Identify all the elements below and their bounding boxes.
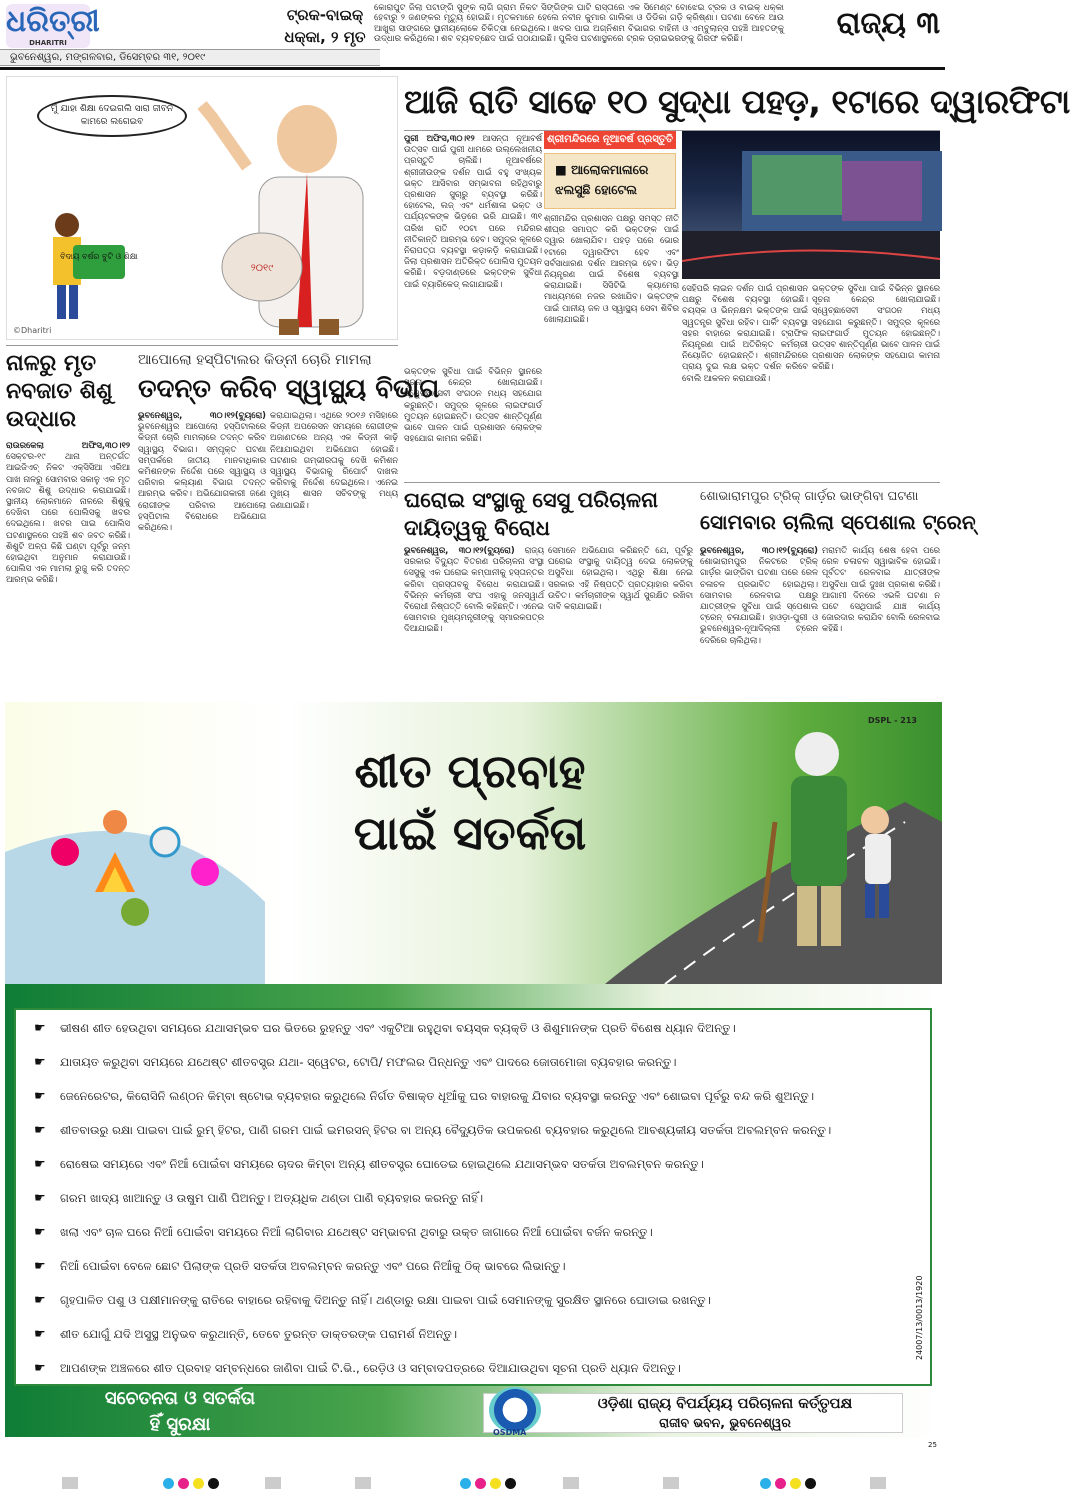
osdma-logo-text: OSDMA	[493, 1428, 527, 1437]
ad-tip: ☛ ଭୀଷଣ ଶୀତ ହେଉଥିବା ସମୟରେ ଯଥାସମ୍ଭବ ଘର ଭିତରେ ରୁହନ୍ତୁ ଏବଂ ଏକୁଟିଆ ରହୁଥିବା ବୟସ୍କ ବ୍ୟକ୍ତି ଓ ଶିଶୁମାନଙ୍କ ପ୍ରତି ବିଶେଷ ଧ୍ୟାନ ଦିଅନ୍ତୁ।	[34, 1021, 736, 1036]
lead-sidebar-text: ■ ଆଲୋକମାଳାରେ ଝଲସୁଛି ହୋଟେଲ	[555, 162, 649, 197]
apollo-col1	[138, 410, 266, 696]
page-number: 25	[928, 1441, 937, 1449]
reg-dot-yellow	[790, 1478, 801, 1489]
ad-tip: ☛ ଶୀତବାଉରୁ ରକ୍ଷା ପାଇବା ପାଇଁ ରୁମ୍ ହିଟର, ପାଣି ଗରମ ପାଇଁ ଇମରସନ୍ ହିଟର ବା ଅନ୍ୟ ବୈଦ୍ୟୁତିକ ଉପକରଣ ବ୍ୟବହାର କରୁଥିଲେ ଆବଶ୍ୟକୀୟ ସତର୍କତା ଅବଲମ୍ବନ କରନ୍ତୁ।	[34, 1123, 832, 1138]
dharitri-logo[interactable]	[6, 4, 100, 48]
apollo-headline[interactable]: ତଦନ୍ତ କରିବ ସ୍ୱାସ୍ଥ୍ୟ ବିଭାଗ	[138, 374, 440, 404]
rule-2	[404, 482, 940, 483]
hand-pointer-icon: ☛	[34, 1157, 46, 1172]
reg-square	[62, 1477, 78, 1489]
lead-sidebar-box	[544, 153, 676, 209]
ad-slogan	[40, 1386, 320, 1438]
nalaru-body-text: ସେକ୍ଟର-୧୯ ଥାନା ଅନ୍ତର୍ଗତ ଆଇଜିଏଚ୍ ନିକଟ ଏକ୍ସିସିଆ ଏରିଆ ପାଖ ନାଳରୁ ସୋମବାର ସକାଳୁ ଏକ ମୃତ ନବଜାତ ଶିଶୁ ଉଦ୍ଧାର କରାଯାଇଛି। ସ୍ଥାନୀୟ ଲୋକମାନେ ନାଳରେ ଶିଶୁକୁ ଦେଖିବା ପରେ ପୋଲିସକୁ ଖବର ଦେଇଥିଲେ। ଖବର ପାଇ ପୋଲିସ ଘଟଣାସ୍ଥଳରେ ପହଞ୍ଚି ଶବ ଜବତ କରିଛି। ଶିଶୁଟି ଅଳ୍ପ କିଛି ଘଣ୍ଟା ପୂର୍ବରୁ ଜନ୍ମ ହୋଇଥିବା ଅନୁମାନ କରାଯାଉଛି। ପୋଲିସ ଏକ ମାମଲା ରୁଜୁ କରି ତଦନ୍ତ ଆରମ୍ଭ କରିଛି।	[6, 451, 130, 585]
ad-tip: ☛ ଶୀତ ଯୋଗୁଁ ଯଦି ଅସୁସ୍ଥ ଅନୁଭବ କରୁଥାନ୍ତି, ତେବେ ତୁରନ୍ତ ଡାକ୍ତରଙ୍କ ପରାମର୍ଶ ନିଅନ୍ତୁ।	[34, 1327, 458, 1342]
lead-col2: ଶ୍ରୀମନ୍ଦିର ପ୍ରଶାସନ ପକ୍ଷରୁ ସମସ୍ତ ନୀତି ଶୀଘ୍ର ସମାପ୍ତ କରି ଭକ୍ତଙ୍କ ପାଇଁ ଦ୍ୱାର ଖୋଲାଯିବ। ପହଡ଼ ପରେ ଭୋର ୧ଟାରେ ଦ୍ୱାରଫିଟା ହେବ ଏବଂ ସର୍ବସାଧାରଣ ଦର୍ଶନ ଆରମ୍ଭ ହେବ। ଭିଡ଼ ନିୟନ୍ତ୍ରଣ ପାଇଁ ବିଶେଷ ବ୍ୟବସ୍ଥା କରାଯାଇଛି। ସିସିଟିଭି କ୍ୟାମେରା ମାଧ୍ୟମରେ ନଜର ରଖାଯିବ। ଭକ୍ତଙ୍କ ପାଇଁ ପାନୀୟ ଜଳ ଓ ସ୍ୱାସ୍ଥ୍ୟ ସେବା ଶିବିର ଖୋଲାଯାଇଛି।	[544, 213, 679, 324]
ghoroi-col1-text: ରାଜ୍ୟ ସରକାର ବିଦ୍ୟୁତ ବିତରଣ ପରିଚାଳନା ସଂସ୍ଥା ସେସୁକୁ ଏକ ଘରୋଇ କମ୍ପାନୀକୁ ହସ୍ତାନ୍ତର କରିବା ପ୍ରସ୍ତାବକୁ ବିରୋଧ କରାଯାଇଛି। ବିଭିନ୍ନ କର୍ମଚାରୀ ସଂଘ ଏହାକୁ ଜନସ୍ୱାର୍ଥ ବିରୋଧୀ ନିଷ୍ପତ୍ତି ବୋଲି କହିଛନ୍ତି। ଏନେଇ ସୋମବାର ମୁଖ୍ୟମନ୍ତ୍ରୀଙ୍କୁ ସ୍ମାରକପତ୍ର ଦିଆଯାଇଛି।	[404, 545, 544, 634]
reg-dot-black	[208, 1478, 219, 1489]
ad-title-line1: ଶୀତ ପ୍ରବାହ	[354, 744, 586, 798]
lead-headline[interactable]: ଆଜି ରାତି ସାଢେ ୧୦ ସୁଦ୍ଧା ପହଡ଼, ୧ଟାରେ ଦ୍ୱାରଫିଟା	[404, 82, 1070, 121]
hand-pointer-icon: ☛	[34, 1225, 46, 1240]
reg-dot-yellow	[193, 1478, 204, 1489]
ad-tip: ☛ ଗୃହପାଳିତ ପଶୁ ଓ ପକ୍ଷୀମାନଙ୍କୁ ରାତିରେ ବାହାରେ ରହିବାକୁ ଦିଅନ୍ତୁ ନାହିଁ। ଥଣ୍ଡାରୁ ରକ୍ଷା ପାଇବା ପାଇଁ ସେମାନଙ୍କୁ ସୁରକ୍ଷିତ ସ୍ଥାନରେ ଘୋଡାଇ ରଖନ୍ତୁ।	[34, 1293, 711, 1308]
reg-dot-cyan	[460, 1478, 471, 1489]
photo-illustration	[682, 131, 940, 279]
logo-subtext: DHARITRI	[29, 39, 67, 47]
train-kicker: ଶୋଭାରାମପୁର ଟ୍ରିକ୍ ଗାର୍ଡ଼ର ଭାଙ୍ଗିବା ଘଟଣା	[700, 488, 919, 503]
cartoon-panel	[6, 76, 398, 340]
apollo-kicker: ଆପୋଲୋ ହସ୍ପିଟାଲର କିଡ୍ନୀ ଚୋରି ମାମଲା	[138, 352, 372, 368]
lead-col1-text: ଆସନ୍ତା ନୂଆବର୍ଷ ଉତ୍ସବ ପାଇଁ ପୁରୀ ଧାମରେ ଉଲ୍ଲେଖନୀୟ ପ୍ରସ୍ତୁତି ଚାଲିଛି। ନୂଆବର୍ଷରେ ଶ୍ରୀଜୀଉଙ୍କ ଦର୍ଶନ ପାଇଁ ବହୁ ସଂଖ୍ୟକ ଭକ୍ତ ଆସିବାର ସମ୍ଭାବନା ରହିଥିବାରୁ ପ୍ରଶାସନ ସୁଚାରୁ ବ୍ୟବସ୍ଥା କରିଛି। ହୋଟେଲ, ଲଜ୍ ଏବଂ ଧର୍ମଶାଳା ଭକ୍ତ ଓ ପର୍ଯ୍ୟଟକଙ୍କ ଭିଡ଼ରେ ଭରି ଯାଇଛି। ୩୧ ତାରିଖ ରାତି ୧୦ଟା ପରେ ମନ୍ଦିରର ନୀତିକାନ୍ତି ଆରମ୍ଭ ହେବ। ସମୁଦ୍ର କୂଳରେ ନିରାପତ୍ତା ବ୍ୟବସ୍ଥା କଡ଼ାକଡ଼ି କରାଯାଇଛି। ଜିଲା ପ୍ରଶାସନ ଅତିରିକ୍ତ ପୋଲିସ ମୁତୟନ କରିଛି। ବଡ଼ଦାଣ୍ଡରେ ଭକ୍ତଙ୍କ ସୁବିଧା ପାଇଁ ବ୍ୟାରିକେଡ୍ ଲଗାଯାଇଛି।	[404, 133, 542, 289]
nalaru-body	[6, 440, 130, 696]
lead-col3: ସେହିପରି ଲାଇନ ଦର୍ଶନ ପାଇଁ ପ୍ରଶାସନ ପକ୍ଷରୁ ବିଶେଷ ବ୍ୟବସ୍ଥା ହୋଇଛି। ବୟସ୍କ ଓ ଭିନ୍ନକ୍ଷମ ଭକ୍ତଙ୍କ ପାଇଁ ସ୍ୱତନ୍ତ୍ର ସୁବିଧା ରହିବ। ପାର୍କିଂ ବ୍ୟବସ୍ଥା ସହର ବାହାରେ କରାଯାଇଛି। ଟ୍ରାଫିକ ନିୟନ୍ତ୍ରଣ ପାଇଁ ଅତିରିକ୍ତ କର୍ମଚାରୀ ନିୟୋଜିତ ହୋଇଛନ୍ତି। ଶ୍ରୀମନ୍ଦିରରେ ପ୍ରାୟ ଦୁଇ ଲକ୍ଷ ଭକ୍ତ ଦର୍ଶନ କରିବେ ବୋଲି ଆକଳନ କରାଯାଉଛି।	[682, 283, 808, 383]
cartoon-speech-bubble: ମୁଁ ଯାହା ଶିକ୍ଷା ଦେଇଗଲି ସାରା ଜୀବନ କାମରେ ଲଗେଇବ	[37, 95, 187, 137]
page-dateline: ଭୁବନେଶ୍ୱର, ମଙ୍ଗଳବାର, ଡିସେମ୍ବର ୩୧, ୨୦୧୯	[0, 49, 380, 66]
reg-square	[563, 1477, 579, 1489]
top-headline[interactable]	[282, 4, 368, 48]
lead-col1	[404, 133, 542, 363]
hand-pointer-icon: ☛	[34, 1361, 46, 1376]
ad-tip: ☛ ଯାତାୟତ କରୁଥିବା ସମୟରେ ଯଥେଷ୍ଟ ଶୀତବସ୍ତ୍ର ଯଥା- ସ୍ୱେଟର, ଟୋପି/ ମଫଲର ପିନ୍ଧନ୍ତୁ ଏବଂ ପାଦରେ ଜୋତାମୋଜା ବ୍ୟବହାର କରନ୍ତୁ।	[34, 1055, 677, 1070]
ad-title	[260, 740, 680, 864]
cartoon-book-label: ବିଦାୟ ବର୍ଷର ବୁଟି ଓ ଶିକ୍ଷା	[60, 252, 138, 261]
reg-dot-yellow	[490, 1478, 501, 1489]
cartoon-credit: ©Dharitri	[13, 326, 52, 335]
train-dateline: ଭୁବନେଶ୍ୱର, ୩୦।୧୨(ବ୍ୟୁରୋ)	[700, 545, 818, 555]
nalaru-dateline: ରାଉରକେଲା ଅଫିସ,୩୦।୧୨	[6, 440, 130, 450]
reg-dot-black	[505, 1478, 516, 1489]
train-col1	[700, 545, 818, 696]
hand-pointer-icon: ☛	[34, 1089, 46, 1104]
ad-slogan-line1: ସଚେତନତା ଓ ସତର୍କତା	[104, 1388, 256, 1409]
apollo-dateline: ଭୁବନେଶ୍ୱର, ୩୦।୧୨(ବ୍ୟୁରୋ)	[138, 410, 266, 420]
logo-text: ଧରିତ୍ରୀ	[6, 4, 100, 39]
train-col2: ମରାମତି କାର୍ଯ୍ୟ ଶେଷ ହେବା ପରେ ରେଳ ଚଳାଚଳ ସ୍ୱାଭାବିକ ହୋଇଛି। ପୂର୍ବତଟ ରେଳବାଇ ଯାତ୍ରୀଙ୍କ ଅସୁବିଧା ପାଇଁ ଦୁଃଖ ପ୍ରକାଶ କରିଛି। ଆଗାମୀ ଦିନରେ ଏଭଳି ଘଟଣା ନ ଘଟେ ସେଥିପାଇଁ ଯାଞ୍ଚ କାର୍ଯ୍ୟ ଜୋରଦାର କରାଯିବ ବୋଲି ରେଳବାଇ କହିଛି।	[822, 545, 940, 634]
ad-tip: ☛ ଖଲା ଏବଂ ଚାଳ ଘରେ ନିଆଁ ପୋଇଁବା ସମୟରେ ନିଆଁ ଲାଗିବାର ଯଥେଷ୍ଟ ସମ୍ଭାବନା ଥିବାରୁ ଉକ୍ତ ଜାଗାରେ ନିଆଁ ପୋଇଁବା ବର୍ଜନ କରନ୍ତୁ।	[34, 1225, 653, 1240]
osdma-name: ଓଡ଼ିଶା ରାଜ୍ୟ ବିପର୍ଯ୍ୟୟ ପରିଚାଳନା କର୍ତ୍ତୃପକ୍ଷ	[597, 1396, 853, 1412]
ad-slogan-line2: ହିଁ ସୁରକ୍ଷା	[149, 1414, 211, 1435]
reg-dot-magenta	[475, 1478, 486, 1489]
reg-dot-magenta	[775, 1478, 786, 1489]
cartoon-bag-year: ୨୦୧୯	[250, 263, 274, 274]
ad-tip: ☛ ରୋଷେଇ ସମୟରେ ଏବଂ ନିଆଁ ପୋଇଁବା ସମୟରେ ଚାଦର କିମ୍ବା ଅନ୍ୟ ଶୀତବସ୍ତ୍ର ଘୋଡେଇ ହୋଇଥିଲେ ଯଥାସମ୍ଭବ ସତର୍କତା ଅବଲମ୍ବନ କରନ୍ତୁ।	[34, 1157, 704, 1172]
reg-dot-cyan	[760, 1478, 771, 1489]
lead-dateline: ପୁରୀ ଅଫିସ,୩୦।୧୨	[404, 133, 475, 143]
hand-pointer-icon: ☛	[34, 1327, 46, 1342]
ghoroi-col2: ସେମାନେ ଅଭିଯୋଗ କରିଛନ୍ତି ଯେ, ପୂର୍ବରୁ ଘରୋଇ ସଂସ୍ଥାକୁ ଦାୟିତ୍ୱ ଦେଇ ଲୋକଙ୍କୁ ଅସୁବିଧା ହୋଇଥିଲା। ଏଥିରୁ ଶିକ୍ଷା ନେଇ ସରକାର ଏହି ନିଷ୍ପତ୍ତି ପ୍ରତ୍ୟାହାର କରିବା ଉଚିତ। କର୍ମଚାରୀଙ୍କ ସ୍ୱାର୍ଥ ସୁରକ୍ଷିତ ରଖିବା ଦାବି କରାଯାଇଛି।	[548, 545, 693, 612]
news-photo-puri-night[interactable]	[682, 131, 940, 279]
hand-pointer-icon: ☛	[34, 1191, 46, 1206]
train-col1-text: ଶୋଭାରାମପୁର ନିକଟରେ ଟ୍ରିକ୍ ଗାର୍ଡ଼ର ଭାଙ୍ଗିବା ଘଟଣା ପରେ ରେଳ ଚଳାଚଳ ପ୍ରଭାବିତ ହୋଇଥିଲା। ସୋମବାର ରେଳବାଇ ପକ୍ଷରୁ ଯାତ୍ରୀଙ୍କ ସୁବିଧା ପାଇଁ ସ୍ପେଶାଲ ଟ୍ରେନ୍ ଚଳାଯାଇଛି। ହାଓଡ଼ା-ପୁରୀ ଓ ଭୁବନେଶ୍ୱର-ନୂଆଦିଲ୍ଲୀ ଟ୍ରେନ ଦେରିରେ ଚାଲିଥିଲା।	[700, 556, 818, 645]
reg-square	[870, 1477, 886, 1489]
reg-square	[355, 1477, 371, 1489]
section-title: ରାଜ୍ୟ ୩	[790, 6, 940, 46]
osdma-address: ରାଜୀବ ଭବନ, ଭୁବନେଶ୍ୱର	[659, 1415, 791, 1430]
reg-dot-magenta	[178, 1478, 189, 1489]
top-brief-text: କୋରାପୁଟ ଜିଲା ପଟାଙ୍ଗି ସୁଙ୍କ ଲାଗି ଗ୍ରାମ ନିକଟ ସିଙ୍ଗିଙ୍କ ଘାଟି ରାସ୍ତାରେ ଏକ ସିମେଣ୍ଟ ବୋଝେଇ ଟ୍ରକ ଓ ବାଇକ୍ ଧକ୍କା ହେବାରୁ ୨ ଜଣଙ୍କର ମୃତ୍ୟୁ ହୋଇଛି। ମୃତକମାନେ ହେଲେ ନବୀନ କୁମାର ଗାଲିକା ଓ ଡିଡିକା ଗଡ଼ି କ୍ରିଷ୍ଣା। ଘଟଣା ବେଳେ ଆଉ ଆଖୁରା ସାଙ୍ଗରେ ସ୍ଥାନୀୟଲୋକେ ଚିକିତ୍ସା ନେଇଥିଲେ। ଖବର ପାଇ ଅଗ୍ନିଶମ ବିଭାଗର ବାହିନୀ ଓ ଏମ୍ବୁଲାନ୍ସ ପହଞ୍ଚି ଆହତଙ୍କୁ ଉଦ୍ଧାର କରିଥିଲେ। ଶବ ବ୍ୟବଚ୍ଛେଦ ପାଇଁ ପଠାଯାଇଛି। ପୁଲିସ ଘଟଣାସ୍ଥଳରେ ଟ୍ରକ ଡ୍ରାଇଭରଙ୍କୁ ଗିରଫ କରିଛି।	[374, 3, 784, 45]
lead-col4: ଭକ୍ତଙ୍କ ସୁବିଧା ପାଇଁ ବିଭିନ୍ନ ସ୍ଥାନରେ ସୂଚନା କେନ୍ଦ୍ର ଖୋଲାଯାଇଛି। ସ୍ୱେଚ୍ଛାସେବୀ ସଂଗଠନ ମଧ୍ୟ ସହଯୋଗ କରୁଛନ୍ତି। ସମୁଦ୍ର କୂଳରେ ଲାଇଫଗାର୍ଡ ମୁତୟନ ହୋଇଛନ୍ତି। ଉତ୍ସବ ଶାନ୍ତିପୂର୍ଣ୍ଣ ଭାବେ ପାଳନ ପାଇଁ ପ୍ରଶାସନ ଲୋକଙ୍କ ସହଯୋଗ କାମନା କରିଛି।	[812, 283, 940, 372]
ad-title-line2: ପାଇଁ ସତର୍କତା	[353, 806, 587, 860]
ad-tip: ☛ ଜେନେରେଟର, କିରୋସିନି ଲଣ୍ଠନ କିମ୍ବା ଷ୍ଟୋଭ ବ୍ୟବହାର କରୁଥିଲେ ନିର୍ଗତ ବିଷାକ୍ତ ଧୂଆଁକୁ ଘର ବାହାରକୁ ଯିବାର ବ୍ୟବସ୍ଥା କରନ୍ତୁ ଏବଂ ଶୋଇବା ପୂର୍ବରୁ ବନ୍ଦ କରି ଶୁଅନ୍ତୁ।	[34, 1089, 815, 1104]
ad-tips-list	[14, 1008, 932, 1386]
hand-pointer-icon: ☛	[34, 1123, 46, 1138]
train-headline[interactable]: ସୋମବାର ଚାଲିଲା ସ୍ପେଶାଲ ଟ୍ରେନ୍	[700, 510, 976, 534]
reg-dot-black	[805, 1478, 816, 1489]
apollo-col2: କରାଯାଇଥିଲା। ଏଥିରେ ୨୦୧୬ ମସିହାରେ କିଡ୍ନୀ ଅପରେସନ ସମୟରେ ରୋଗୀଙ୍କ ଅଜାଣତରେ ଅନ୍ୟ ଏକ କିଡ୍ନୀ କାଢ଼ି ନିଆଯାଇଥିବା ଅଭିଯୋଗ ହୋଇଛି। ଘଟଣାର ଗମ୍ଭୀରତାକୁ ଦେଖି କମିଶନ ସ୍ୱାସ୍ଥ୍ୟ ବିଭାଗକୁ ରିପୋର୍ଟ ଦାଖଲ କରିବାକୁ ନିର୍ଦ୍ଦେଶ ଦେଇଥିଲେ। ଏନେଇ ମୁଖ୍ୟ ଶାସନ ସଚିବଙ୍କୁ ମଧ୍ୟ ଜଣାଯାଇଛି।	[270, 410, 398, 510]
hand-pointer-icon: ☛	[34, 1293, 46, 1308]
hand-pointer-icon: ☛	[34, 1021, 46, 1036]
ad-code: DSPL - 213	[868, 716, 917, 725]
hand-pointer-icon: ☛	[34, 1259, 46, 1274]
rule-1	[6, 345, 398, 346]
reg-dot-cyan	[163, 1478, 174, 1489]
header-rule	[0, 67, 945, 70]
ghoroi-dateline: ଭୁବନେଶ୍ୱର, ୩୦।୧୨(ବ୍ୟୁରୋ)	[404, 545, 515, 555]
ad-tip: ☛ ଆପଣଙ୍କ ଅଞ୍ଚଳରେ ଶୀତ ପ୍ରବାହ ସମ୍ବନ୍ଧରେ ଜାଣିବା ପାଇଁ ଟି.ଭି., ରେଡ଼ିଓ ଓ ସମ୍ବାଦପତ୍ରରେ ଦିଆଯାଉଥିବା ସୂଚନା ପ୍ରତି ଧ୍ୟାନ ଦିଅନ୍ତୁ।	[34, 1361, 681, 1376]
ghoroi-headline[interactable]: ଘରୋଇ ସଂସ୍ଥାକୁ ସେସୁ ପରିଚାଳନା ଦାୟିତ୍ୱକୁ ବିରୋଧ	[404, 488, 658, 540]
osdma-logo-icon[interactable]	[489, 1387, 541, 1433]
cartoon-illustration	[7, 77, 397, 339]
reg-square	[265, 1477, 281, 1489]
lead-col1b: ଭକ୍ତଙ୍କ ସୁବିଧା ପାଇଁ ବିଭିନ୍ନ ସ୍ଥାନରେ ସୂଚନା କେନ୍ଦ୍ର ଖୋଲାଯାଇଛି। ସ୍ୱେଚ୍ଛାସେବୀ ସଂଗଠନ ମଧ୍ୟ ସହଯୋଗ କରୁଛନ୍ତି। ସମୁଦ୍ର କୂଳରେ ଲାଇଫଗାର୍ଡ ମୁତୟନ ହୋଇଛନ୍ତି। ଉତ୍ସବ ଶାନ୍ତିପୂର୍ଣ୍ଣ ଭାବେ ପାଳନ ପାଇଁ ପ୍ରଶାସନ ଲୋକଙ୍କ ସହଯୋଗ କାମନା କରିଛି।	[404, 366, 542, 444]
top-headline-line1: ଟ୍ରକ-ବାଇକ୍	[286, 6, 364, 24]
nalaru-headline[interactable]: ନାଳରୁ ମୃତ ନବଜାତ ଶିଶୁ ଉଦ୍ଧାର	[6, 351, 113, 432]
top-headline-line2: ଧକ୍କା, ୨ ମୃତ	[284, 28, 366, 46]
hand-pointer-icon: ☛	[34, 1055, 46, 1070]
ad-tip: ☛ ନିଆଁ ପୋଇଁବା ବେଳେ ଛୋଟ ପିଲାଙ୍କ ପ୍ରତି ସତର୍କତା ଅବଲମ୍ବନ କରନ୍ତୁ ଏବଂ ପରେ ନିଆଁକୁ ଠିକ୍ ଭାବରେ ଲିଭାନ୍ତୁ।	[34, 1259, 566, 1274]
ad-tip: ☛ ଗରମ ଖାଦ୍ୟ ଖାଆନ୍ତୁ ଓ ଉଷୁମ ପାଣି ପିଅନ୍ତୁ। ଅତ୍ୟଧିକ ଥଣ୍ଡା ପାଣି ବ୍ୟବହାର କରନ୍ତୁ ନାହିଁ।	[34, 1191, 484, 1206]
reg-square	[663, 1477, 679, 1489]
ghoroi-col1	[404, 545, 544, 696]
lead-sidebar-tag: ଶ୍ରୀମନ୍ଦିରରେ ନୂଆବର୍ଷ ପ୍ରସ୍ତୁତି	[544, 131, 676, 149]
ad-side-code: 24007/13/0013/1920	[915, 1275, 924, 1360]
apollo-col1-text: ଭୁବନେଶ୍ୱର ଆପୋଲୋ ହସ୍ପିଟାଲରେ କିଡ୍ନୀ ଚୋରି ମାମଲାରେ ତଦନ୍ତ କରିବ ସ୍ୱାସ୍ଥ୍ୟ ବିଭାଗ। ସମ୍ପୃକ୍ତ ଘଟଣା ସମ୍ପର୍କରେ ଜାତୀୟ ମାନବାଧିକାର କମିଶନଙ୍କ ନିର୍ଦ୍ଦେଶ ପରେ ସ୍ୱାସ୍ଥ୍ୟ ଓ ପରିବାର କଲ୍ୟାଣ ବିଭାଗ ତଦନ୍ତ ଆରମ୍ଭ କରିବ। ଅଭିଯୋଗକାରୀ ଜଣେ ରୋଗୀଙ୍କ ପରିବାର ଆପୋଲୋ ହସ୍ପିଟାଲ ବିରୋଧରେ ଅଭିଯୋଗ କରିଥିଲେ।	[138, 421, 266, 533]
